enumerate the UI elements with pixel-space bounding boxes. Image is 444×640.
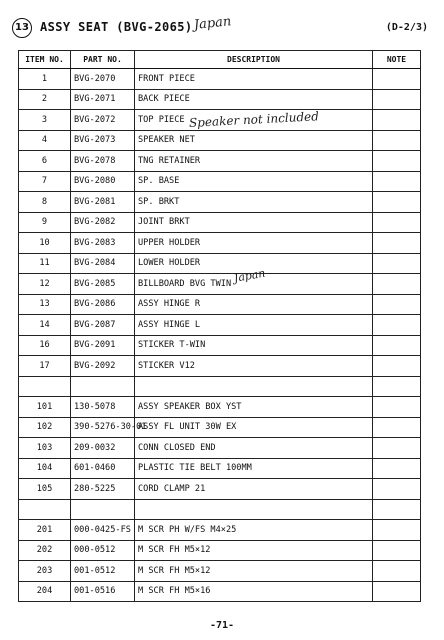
description-cell: LOWER HOLDER — [135, 253, 373, 274]
part-no-cell: 209-0032 — [71, 438, 135, 459]
part-no-cell: 000-0425-FS — [71, 520, 135, 541]
column-header-item-no: ITEM NO. — [19, 51, 71, 69]
note-cell — [373, 540, 421, 561]
note-cell — [373, 233, 421, 254]
part-no-cell: BVG-2083 — [71, 233, 135, 254]
note-cell — [373, 294, 421, 315]
description-cell: PLASTIC TIE BELT 100MM — [135, 458, 373, 479]
note-cell — [373, 110, 421, 131]
description-cell: SPEAKER NET — [135, 130, 373, 151]
table-row — [19, 499, 421, 520]
parts-table — [18, 50, 421, 602]
note-cell — [373, 581, 421, 602]
document-title: ASSY SEAT (BVG-2065) — [40, 20, 193, 34]
note-cell — [373, 171, 421, 192]
table-row — [19, 581, 421, 602]
item-no-cell: 14 — [19, 315, 71, 336]
part-no-cell: BVG-2080 — [71, 171, 135, 192]
table-row — [19, 233, 421, 254]
part-no-cell: 000-0512 — [71, 540, 135, 561]
note-cell — [373, 335, 421, 356]
table-row — [19, 458, 421, 479]
item-no-cell: 12 — [19, 274, 71, 295]
handwritten-billboard-note: Japan — [232, 266, 267, 285]
note-cell — [373, 438, 421, 459]
description-cell: ASSY FL UNIT 30W EX — [135, 417, 373, 438]
part-no-cell: 601-0460 — [71, 458, 135, 479]
item-no-cell: 204 — [19, 581, 71, 602]
item-no-cell: 17 — [19, 356, 71, 377]
item-no-cell: 104 — [19, 458, 71, 479]
item-no-cell: 201 — [19, 520, 71, 541]
item-no-cell: 7 — [19, 171, 71, 192]
table-row — [19, 171, 421, 192]
note-cell — [373, 417, 421, 438]
part-no-cell: BVG-2091 — [71, 335, 135, 356]
item-no-cell: 102 — [19, 417, 71, 438]
description-cell: STICKER T-WIN — [135, 335, 373, 356]
description-cell: BACK PIECE — [135, 89, 373, 110]
part-no-cell: 390-5276-30-01 — [71, 417, 135, 438]
description-cell: JOINT BRKT — [135, 212, 373, 233]
part-no-cell: BVG-2070 — [71, 69, 135, 90]
note-cell — [373, 151, 421, 172]
table-row — [19, 253, 421, 274]
part-no-cell: BVG-2081 — [71, 192, 135, 213]
handwritten-speaker-note: Speaker not included — [188, 109, 320, 130]
item-no-cell: 3 — [19, 110, 71, 131]
table-row — [19, 89, 421, 110]
part-no-cell: BVG-2082 — [71, 212, 135, 233]
part-no-cell: BVG-2071 — [71, 89, 135, 110]
item-no-cell: 103 — [19, 438, 71, 459]
table-row — [19, 69, 421, 90]
table-row — [19, 192, 421, 213]
description-cell: STICKER V12 — [135, 356, 373, 377]
note-cell — [373, 315, 421, 336]
part-no-cell: 130-5078 — [71, 397, 135, 418]
description-cell: M SCR FH M5×12 — [135, 540, 373, 561]
part-no-cell: BVG-2072 — [71, 110, 135, 131]
item-no-cell: 10 — [19, 233, 71, 254]
description-cell: M SCR FH M5×16 — [135, 581, 373, 602]
item-no-cell: 9 — [19, 212, 71, 233]
part-no-cell — [71, 499, 135, 520]
description-cell — [135, 376, 373, 397]
item-no-cell: 2 — [19, 89, 71, 110]
section-number-badge: 13 — [12, 18, 32, 38]
part-no-cell: BVG-2084 — [71, 253, 135, 274]
table-row — [19, 438, 421, 459]
part-no-cell — [71, 376, 135, 397]
note-cell — [373, 69, 421, 90]
table-row — [19, 335, 421, 356]
column-header-note: NOTE — [373, 51, 421, 69]
note-cell — [373, 520, 421, 541]
part-no-cell: BVG-2086 — [71, 294, 135, 315]
table-row — [19, 376, 421, 397]
description-cell: FRONT PIECE — [135, 69, 373, 90]
note-cell — [373, 561, 421, 582]
part-no-cell: 001-0516 — [71, 581, 135, 602]
table-row — [19, 520, 421, 541]
note-cell — [373, 89, 421, 110]
note-cell — [373, 274, 421, 295]
note-cell — [373, 479, 421, 500]
description-cell — [135, 499, 373, 520]
description-cell: ASSY HINGE R — [135, 294, 373, 315]
item-no-cell: 6 — [19, 151, 71, 172]
description-cell: ASSY HINGE L — [135, 315, 373, 336]
note-cell — [373, 253, 421, 274]
description-cell: CORD CLAMP 21 — [135, 479, 373, 500]
description-cell: M SCR FH M5×12 — [135, 561, 373, 582]
item-no-cell: 8 — [19, 192, 71, 213]
note-cell — [373, 212, 421, 233]
note-cell — [373, 458, 421, 479]
description-cell: ASSY SPEAKER BOX YST — [135, 397, 373, 418]
description-cell: BILLBOARD BVG TWIN — [135, 274, 373, 295]
part-no-cell: BVG-2073 — [71, 130, 135, 151]
description-cell: TNG RETAINER — [135, 151, 373, 172]
item-no-cell: 11 — [19, 253, 71, 274]
table-row — [19, 356, 421, 377]
page-code: (D-2/3) — [385, 22, 428, 33]
note-cell — [373, 499, 421, 520]
note-cell — [373, 397, 421, 418]
part-no-cell: BVG-2092 — [71, 356, 135, 377]
note-cell — [373, 192, 421, 213]
note-cell — [373, 376, 421, 397]
item-no-cell: 105 — [19, 479, 71, 500]
item-no-cell: 4 — [19, 130, 71, 151]
table-row — [19, 417, 421, 438]
table-row — [19, 212, 421, 233]
description-cell: M SCR PH W/FS M4×25 — [135, 520, 373, 541]
part-no-cell: BVG-2078 — [71, 151, 135, 172]
note-cell — [373, 356, 421, 377]
description-cell: SP. BRKT — [135, 192, 373, 213]
page-number: -71- — [209, 620, 235, 631]
document-header — [10, 16, 434, 42]
table-header-row — [19, 51, 421, 69]
table-row — [19, 274, 421, 295]
item-no-cell: 202 — [19, 540, 71, 561]
item-no-cell — [19, 499, 71, 520]
table-row — [19, 479, 421, 500]
item-no-cell — [19, 376, 71, 397]
table-row — [19, 315, 421, 336]
table-row — [19, 130, 421, 151]
description-cell: SP. BASE — [135, 171, 373, 192]
handwritten-title-note: Japan — [193, 14, 233, 33]
part-no-cell: BVG-2085 — [71, 274, 135, 295]
table-row — [19, 294, 421, 315]
note-cell — [373, 130, 421, 151]
part-no-cell: 001-0512 — [71, 561, 135, 582]
item-no-cell: 101 — [19, 397, 71, 418]
item-no-cell: 203 — [19, 561, 71, 582]
column-header-description: DESCRIPTION — [135, 51, 373, 69]
parts-table-body — [19, 69, 421, 602]
description-cell: TOP PIECE — [135, 110, 373, 131]
table-row — [19, 561, 421, 582]
table-row — [19, 397, 421, 418]
item-no-cell: 1 — [19, 69, 71, 90]
part-no-cell: 280-5225 — [71, 479, 135, 500]
description-cell: UPPER HOLDER — [135, 233, 373, 254]
column-header-part-no: PART NO. — [71, 51, 135, 69]
table-row — [19, 540, 421, 561]
item-no-cell: 16 — [19, 335, 71, 356]
part-no-cell: BVG-2087 — [71, 315, 135, 336]
description-cell: CONN CLOSED END — [135, 438, 373, 459]
table-row — [19, 151, 421, 172]
item-no-cell: 13 — [19, 294, 71, 315]
